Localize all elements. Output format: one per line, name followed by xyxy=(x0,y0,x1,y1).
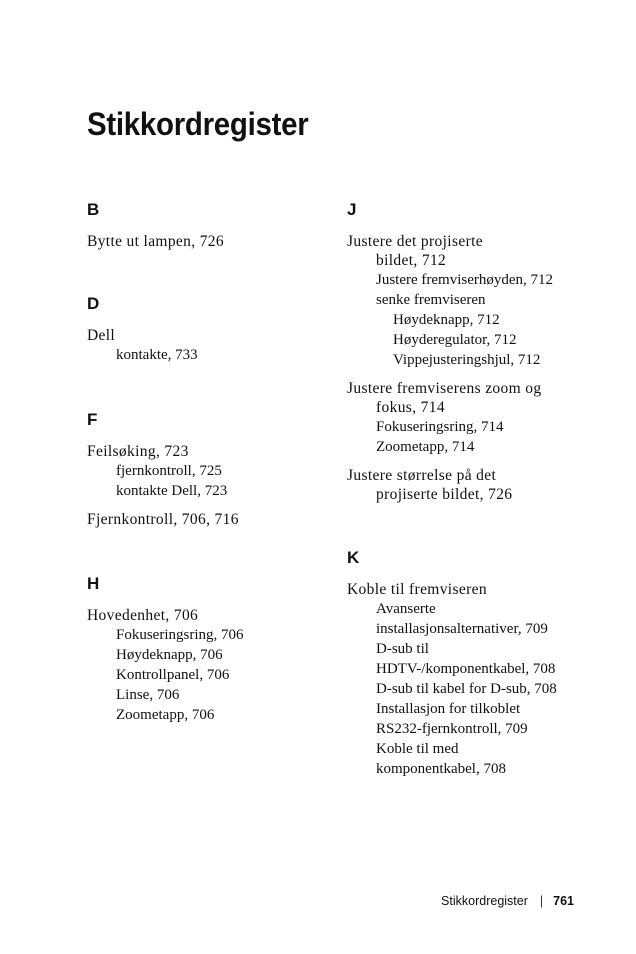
entry-subterm: Installasjon for tilkoblet xyxy=(376,701,521,717)
entry-subterm: D-sub til xyxy=(376,641,429,657)
index-entry xyxy=(347,232,597,370)
index-section-f xyxy=(87,410,337,538)
index-entry xyxy=(347,580,597,779)
entry-subterm: Fokuseringsring, 706 xyxy=(116,627,244,643)
entry-subterm: kontakte Dell, 723 xyxy=(116,483,228,499)
entry-term-continued: projiserte bildet, 726 xyxy=(376,486,513,503)
entry-subterm: Zoometapp, 706 xyxy=(116,707,215,723)
page-footer xyxy=(441,892,574,910)
entry-subsubterm: Høydeknapp, 712 xyxy=(393,312,500,328)
page-number: 761 xyxy=(553,894,574,908)
index-section-h xyxy=(87,574,337,734)
index-section-k xyxy=(347,548,597,788)
entry-term: Hovedenhet, 706 xyxy=(87,607,199,624)
entry-subterm: Høydeknapp, 706 xyxy=(116,647,223,663)
section-letter: F xyxy=(87,410,98,429)
index-entry xyxy=(87,442,337,501)
entry-subterm: Fokuseringsring, 714 xyxy=(376,419,504,435)
index-entry xyxy=(347,379,597,457)
section-letter: J xyxy=(347,200,357,219)
entry-subterm: Koble til med xyxy=(376,741,459,757)
entry-subterm-continued: installasjonsalternativer, 709 xyxy=(376,621,548,637)
entry-subterm: D-sub til kabel for D-sub, 708 xyxy=(376,681,557,697)
section-letter: D xyxy=(87,294,100,313)
index-section-j xyxy=(347,200,597,513)
entry-subsubterm: Vippejusteringshjul, 712 xyxy=(393,352,541,368)
entry-subterm-continued: HDTV-/komponentkabel, 708 xyxy=(376,661,556,677)
index-entry xyxy=(87,510,337,529)
index-entry xyxy=(87,326,337,365)
index-section-d xyxy=(87,294,337,374)
entry-term: Feilsøking, 723 xyxy=(87,443,189,460)
entry-term: Dell xyxy=(87,327,116,344)
entry-term-continued: fokus, 714 xyxy=(376,399,445,416)
entry-term: Koble til fremviseren xyxy=(347,581,487,598)
index-section-b xyxy=(87,200,337,260)
entry-subterm: Linse, 706 xyxy=(116,687,180,703)
entry-subterm: fjernkontroll, 725 xyxy=(116,463,222,479)
page-title: Stikkordregister xyxy=(87,106,309,142)
footer-label: Stikkordregister xyxy=(441,894,528,908)
entry-subterm: senke fremviseren xyxy=(376,292,486,308)
entry-subterm: kontakte, 733 xyxy=(116,347,198,363)
entry-subterm: Zoometapp, 714 xyxy=(376,439,475,455)
entry-subterm-continued: RS232-fjernkontroll, 709 xyxy=(376,721,528,737)
entry-subterm: Justere fremviserhøyden, 712 xyxy=(376,272,554,288)
entry-subsubterm: Høyderegulator, 712 xyxy=(393,332,517,348)
entry-term-continued: bildet, 712 xyxy=(376,252,447,269)
entry-subterm: Kontrollpanel, 706 xyxy=(116,667,230,683)
entry-subterm-continued: komponentkabel, 708 xyxy=(376,761,506,777)
footer-separator: | xyxy=(539,894,544,908)
index-entry xyxy=(347,466,597,504)
entry-term: Fjernkontroll, 706, 716 xyxy=(87,511,239,528)
section-letter: K xyxy=(347,548,360,567)
section-letter: H xyxy=(87,574,100,593)
index-entry xyxy=(87,606,337,725)
section-letter: B xyxy=(87,200,100,219)
entry-term: Bytte ut lampen, 726 xyxy=(87,233,225,250)
entry-term: Justere det projiserte xyxy=(347,233,483,250)
entry-term: Justere størrelse på det xyxy=(347,467,497,484)
index-entry xyxy=(87,232,337,251)
entry-subterm: Avanserte xyxy=(376,601,436,617)
entry-term: Justere fremviserens zoom og xyxy=(347,380,542,397)
